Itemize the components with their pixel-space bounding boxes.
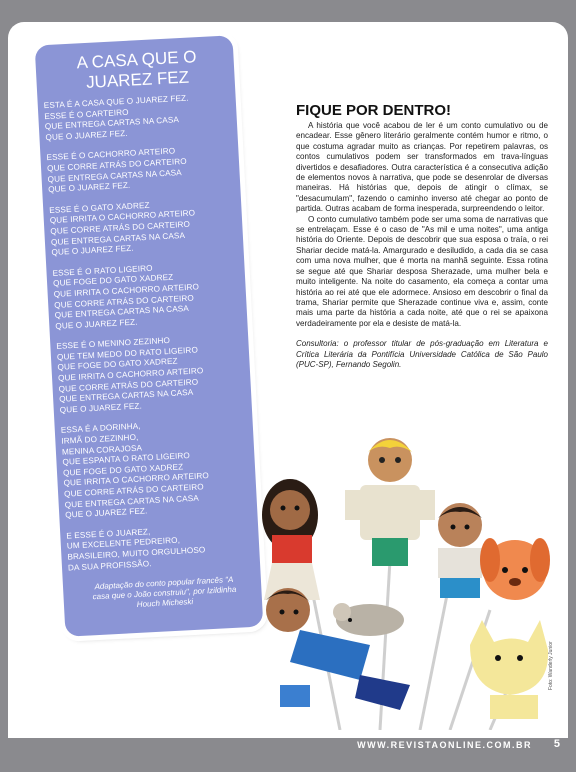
poem-stanza: ESTA É A CASA QUE O JUAREZ FEZ. ESSE É O CARTEIRO QUE ENTREGA CARTAS NA CASA QUE O JUAREZ FEZ. <box>43 93 189 142</box>
poem-card <box>35 35 264 637</box>
poem-title <box>41 45 233 95</box>
article-paragraph: O conto cumulativo também pode ser uma soma de narrativas que se entrelaçam. Esse é o caso de "As mil e uma noites", uma antiga história do Oriente. Depois de descobrir que sua esposa o traía, o rei Shariar decide matá-la. Amargurado e desiludido, a cada dia se casa com uma nova mulher, que é morta na manhã seguinte. Essa rotina se segue até que Shariar desposa Sherazade, uma mulher bela e muito inteligente. Na noite do casamento, ela começa a contar uma história ao rei até que ele adormece. Ansioso em descobrir o final da trama, Shariar permite que Sherazade continue viva e, assim, conte mais uma parte da história a cada noite, até que o rei se apaixona verdadeiramente por ela e desiste de matá-la. <box>296 214 548 328</box>
cat-puppet <box>470 620 548 719</box>
footer-url[interactable]: WWW.REVISTAONLINE.COM.BR <box>357 740 532 750</box>
postman-puppet <box>345 438 435 566</box>
rat-puppet <box>333 603 404 636</box>
page-number: 5 <box>553 738 560 750</box>
poem-title-line1: A CASA QUE O <box>76 47 197 73</box>
puppet-illustration <box>250 430 550 730</box>
dog-puppet <box>480 538 550 600</box>
zezinho-puppet <box>438 503 482 598</box>
poem-stanza: ESSE É O MENINO ZEZINHO QUE TEM MEDO DO RATO LIGEIRO QUE FOGE DO GATO XADREZ QUE IRRITA O CACHORRO ARTEIRO QUE CORRE ATRÁS DO CARTEIRO QUE ENTREGA CARTAS NA CASA QUE O JUAREZ FEZ. <box>56 336 204 415</box>
poem-stanza: ESSE É O GATO XADREZ QUE IRRITA O CACHORRO ARTEIRO QUE CORRE ATRÁS DO CARTEIRO QUE ENTREGA CARTAS NA CASA QUE O JUAREZ FEZ. <box>49 200 196 258</box>
dorinha-puppet <box>262 479 320 600</box>
poem-credit: Adaptação do conto popular francês "A casa que o João construiu", por Izildinha Houch Micheski <box>92 575 237 610</box>
poem-stanza: E ESSE É O JUAREZ, UM EXCELENTE PEDREIRO, BRASILEIRO, MUITO ORGULHOSO DA SUA PROFISSÃO. <box>66 526 206 573</box>
poem-stanza: ESSA É A DORINHA, IRMÃ DO ZEZINHO, MENINA CORAJOSA QUE ESPANTA O RATO LIGEIRO QUE FOGE DO GATO XADREZ QUE IRRITA O CACHORRO ARTEIRO QUE CORRE ATRÁS DO CARTEIRO QUE ENTREGA CARTAS NA CASA QUE O JUAREZ FEZ. <box>60 422 210 520</box>
poem-stanza: ESSE É O RATO LIGEIRO QUE FOGE DO GATO XADREZ QUE IRRITA O CACHORRO ARTEIRO QUE CORRE ATRÁS DO CARTEIRO QUE ENTREGA CARTAS NA CASA QUE O JUAREZ FEZ. <box>52 263 200 331</box>
article-paragraph: A história que você acabou de ler é um conto cumulativo ou de encadear. Esse gênero literário geralmente contém humor e ritmo, o que costuma agradar muito as crianças. Por repetirem palavras, os contos cumulativos podem ser transformados em trava-línguas divertidos e desafiadores. Outra característica é a consecutiva adição de elementos novos à narrativa, que pode se desenrolar de diversas maneiras. Há histórias que, depois de atingir o clímax, se "desacumulam", fazendo o caminho inverso até chegar ao ponto de partida. Outras acabam de forma inesperada, surpreendendo o leitor. <box>296 121 548 214</box>
article-title: FIQUE POR DENTRO! <box>296 102 452 119</box>
article <box>296 102 548 378</box>
consultant-note: Consultoria: o professor titular de pós-graduação em Literatura e Crítica Literária da Pontifícia Universidade Católica de São Paulo (PUC-SP), Fernando Segolin. <box>296 339 548 369</box>
photo-credit: Foto: Wanderly Junior <box>548 641 554 690</box>
poem-title-line2: JUAREZ FEZ <box>85 67 190 92</box>
poem-stanza: ESSE É O CACHORRO ARTEIRO QUE CORRE ATRÁS DO CARTEIRO QUE ENTREGA CARTAS NA CASA QUE O JUAREZ FEZ. <box>46 146 187 195</box>
